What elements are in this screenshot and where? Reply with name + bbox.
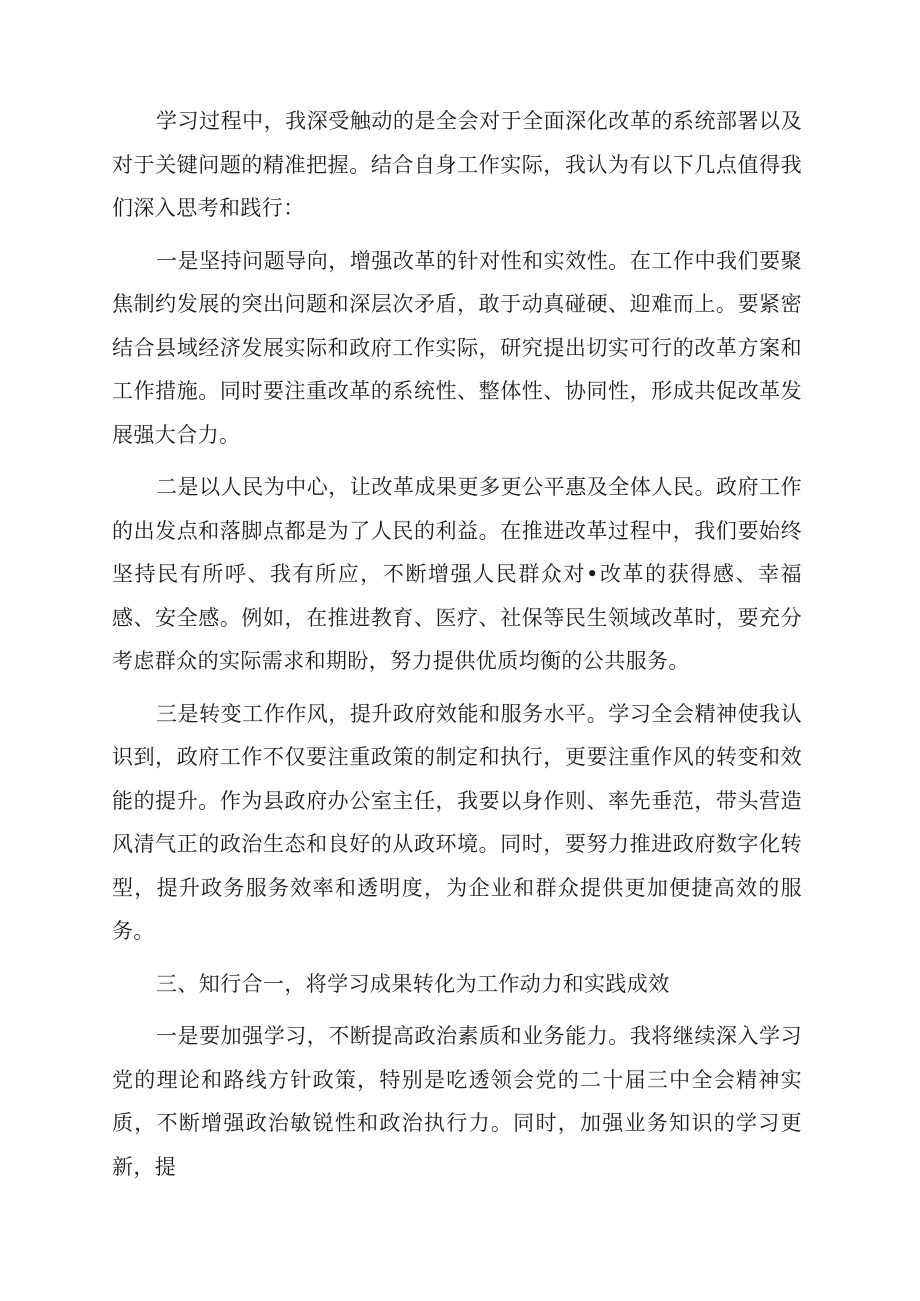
paragraph-point-three: 三是转变工作作风，提升政府效能和服务水平。学习全会精神使我认识到，政府工作不仅要注重政策的制定和执行，更要注重作风的转变和效能的提升。作为县政府办公室主任，我要以身作则、率先垂范，带头营造风清气正的政治生态和良好的从政环境。同时，要努力推进政府数字化转型，提升政务服务效率和透明度，为企业和群众提供更加便捷高效的服务。 — [112, 701, 802, 943]
paragraph-point-one: 一是坚持问题导向，增强改革的针对性和实效性。在工作中我们要聚焦制约发展的突出问题和深层次矛盾，敢于动真碰硬、迎难而上。要紧密结合县域经济发展实际和政府工作实际，研究提出切实可行的改革方案和工作措施。同时要注重改革的系统性、整体性、协同性，形成共促改革发展强大合力。 — [112, 248, 802, 447]
paragraph-intro: 学习过程中，我深受触动的是全会对于全面深化改革的系统部署以及对于关键问题的精准把握。结合自身工作实际，我认为有以下几点值得我们深入思考和践行： — [112, 109, 802, 220]
document-body — [112, 100, 802, 1198]
paragraph-point-two: 二是以人民为中心，让改革成果更多更公平惠及全体人民。政府工作的出发点和落脚点都是为了人民的利益。在推进改革过程中，我们要始终坚持民有所呼、我有所应，不断增强人民群众对•改革的获得感、幸福感、安全感。例如，在推进教育、医疗、社保等民生领域改革时，要充分考虑群众的实际需求和期盼，努力提供优质均衡的公共服务。 — [112, 475, 802, 673]
paragraph-section-three-point-one: 一是要加强学习，不断提高政治素质和业务能力。我将继续深入学习党的理论和路线方针政策，特别是吃透领会党的二十届三中全会精神实质，不断增强政治敏锐性和政治执行力。同时，加强业务知识的学习更新，提 — [112, 1024, 802, 1179]
section-heading-three: 三、知行合一，将学习成果转化为工作动力和实践成效 — [156, 971, 670, 996]
